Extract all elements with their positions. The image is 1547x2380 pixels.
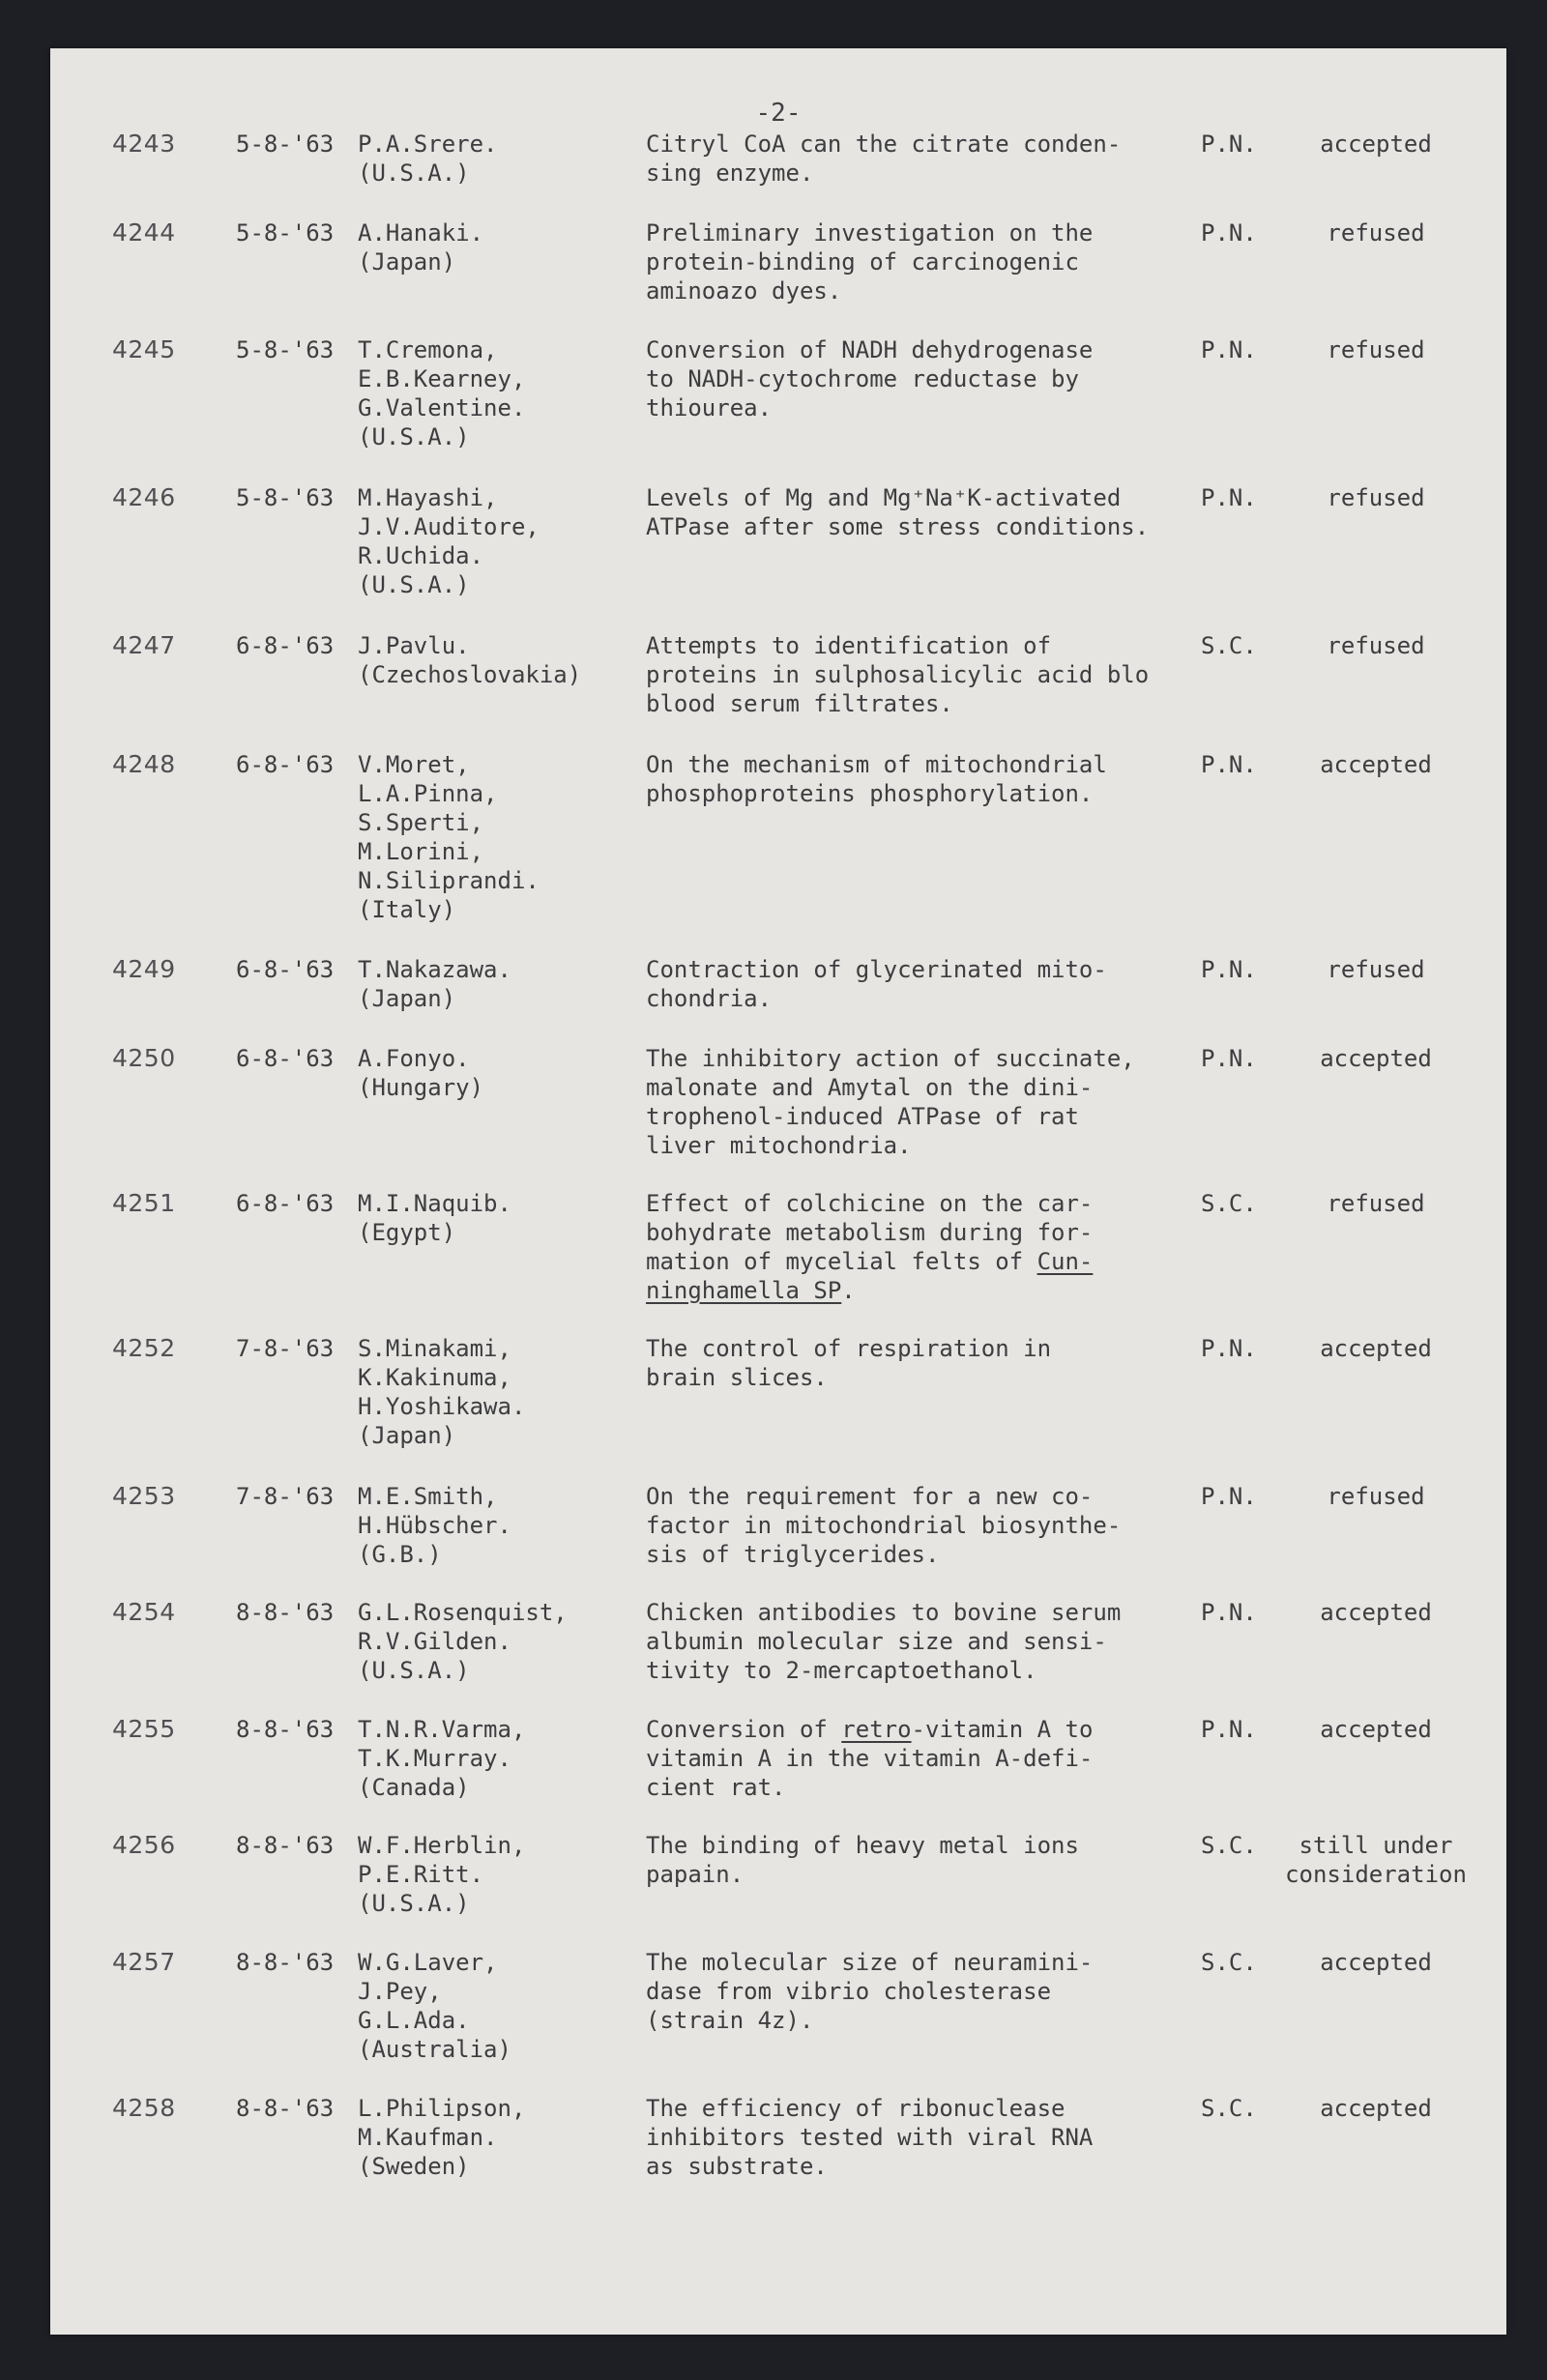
entry-authors	[358, 1715, 525, 1802]
entry-date: 8-8-'63	[236, 1832, 335, 1859]
entry-date: 5-8-'63	[236, 219, 335, 247]
entry-authors-line: W.G.Laver,	[358, 1949, 498, 1976]
entry-title	[646, 1334, 1226, 1392]
entry-authors-line: (Egypt)	[358, 1219, 456, 1246]
entry-authors-line: (U.S.A.)	[358, 571, 470, 598]
entry-title-line: phosphoproteins phosphorylation.	[646, 780, 1094, 807]
entry-date: 7-8-'63	[236, 1483, 335, 1510]
entry-status-line: accepted	[1320, 1335, 1432, 1362]
entry-authors-line: S.Minakami,	[358, 1335, 511, 1362]
entry-code: P.N.	[1201, 1483, 1257, 1510]
entry-code: S.C.	[1201, 1949, 1257, 1976]
entry-status	[1265, 1334, 1487, 1363]
entry-status-line: refused	[1327, 336, 1425, 363]
entry-date: 7-8-'63	[236, 1335, 335, 1362]
entry-title-line: thiourea.	[646, 394, 773, 421]
entry-authors-line: R.Uchida.	[358, 542, 484, 569]
entry-status-line: refused	[1327, 1190, 1425, 1217]
entry-status-line: accepted	[1320, 2095, 1432, 2122]
entry-title-line: The control of respiration in	[646, 1335, 1052, 1362]
entry-status-line: refused	[1327, 956, 1425, 983]
entry-title-line: Contraction of glycerinated mito-	[646, 956, 1107, 983]
entry-authors-line: J.Pavlu.	[358, 632, 470, 659]
entry-date: 5-8-'63	[236, 484, 335, 511]
entry-authors-line: (U.S.A.)	[358, 1890, 470, 1917]
entry-title-line: On the mechanism of mitochondrial	[646, 751, 1107, 778]
entry-number: 4249	[112, 955, 176, 983]
entry-status	[1265, 1044, 1487, 1073]
entry-title-line: Conversion of NADH dehydrogenase	[646, 336, 1094, 363]
entry-number: 4247	[112, 631, 176, 659]
entry-authors-line: M.Lorini,	[358, 838, 484, 865]
entry-status	[1265, 1482, 1487, 1511]
entry-number: 4250	[112, 1044, 176, 1072]
entry-code: S.C.	[1201, 1190, 1257, 1217]
entry-status-line: refused	[1327, 484, 1425, 511]
entry-authors	[358, 218, 483, 276]
entry-status	[1265, 631, 1487, 660]
entry-authors-line: T.N.R.Varma,	[358, 1716, 526, 1743]
entry-authors-line: R.V.Gilden.	[358, 1628, 511, 1655]
entry-title-line: The molecular size of neuramini-	[646, 1949, 1094, 1976]
entry-code: S.C.	[1201, 1832, 1257, 1859]
entry-authors-line: V.Moret,	[358, 751, 470, 778]
entry-authors-line: G.L.Rosenquist,	[358, 1599, 568, 1626]
entry-date: 8-8-'63	[236, 1599, 335, 1626]
entry-authors-line: T.Nakazawa.	[358, 956, 511, 983]
entry-authors	[358, 631, 581, 689]
entry-status-line: accepted	[1320, 1716, 1432, 1743]
entry-title	[646, 2094, 1226, 2181]
entry-title	[646, 335, 1226, 422]
entry-title	[646, 631, 1226, 718]
entry-title-line: mation of mycelial felts of Cun-	[646, 1248, 1094, 1275]
entry-code: P.N.	[1201, 336, 1257, 363]
entry-status	[1265, 1189, 1487, 1218]
entry-authors-line: A.Fonyo.	[358, 1045, 470, 1072]
entry-status	[1265, 483, 1487, 512]
entry-title-line: Preliminary investigation on the	[646, 219, 1094, 247]
entry-authors-line: P.E.Ritt.	[358, 1861, 484, 1888]
entry-title-line: Conversion of retro-vitamin A to	[646, 1716, 1094, 1743]
entry-code: P.N.	[1201, 219, 1257, 247]
document-page	[50, 48, 1506, 2335]
entry-title-line: Effect of colchicine on the car-	[646, 1190, 1094, 1217]
entry-number: 4256	[112, 1831, 176, 1859]
entry-title-line: (strain 4z).	[646, 2007, 814, 2034]
entry-title-line: albumin molecular size and sensi-	[646, 1628, 1107, 1655]
entry-title	[646, 1189, 1226, 1305]
entry-authors-line: T.K.Murray.	[358, 1745, 511, 1772]
entry-title-line: bohydrate metabolism during for-	[646, 1219, 1094, 1246]
entry-title	[646, 1831, 1226, 1889]
entry-title-line: blood serum filtrates.	[646, 690, 953, 717]
entry-authors-line: (Australia)	[358, 2036, 511, 2063]
entry-title	[646, 1598, 1226, 1685]
entry-status-line: still under	[1299, 1832, 1453, 1859]
entry-status	[1265, 335, 1487, 364]
entry-status	[1265, 1598, 1487, 1627]
entry-authors-line: J.Pey,	[358, 1978, 442, 2005]
entry-authors-line: (G.B.)	[358, 1541, 442, 1568]
entry-authors-line: G.L.Ada.	[358, 2007, 470, 2034]
entry-number: 4246	[112, 483, 176, 511]
entry-title-line: tivity to 2-mercaptoethanol.	[646, 1657, 1037, 1684]
entry-authors-line: T.Cremona,	[358, 336, 498, 363]
entry-status	[1265, 955, 1487, 984]
entry-code: P.N.	[1201, 1716, 1257, 1743]
entry-title-line: The inhibitory action of succinate,	[646, 1045, 1135, 1072]
entry-authors	[358, 1831, 525, 1918]
entry-title-line: brain slices.	[646, 1364, 828, 1391]
entry-authors-line: L.A.Pinna,	[358, 780, 498, 807]
entry-authors-line: (Japan)	[358, 985, 456, 1012]
entry-title-line: The binding of heavy metal ions	[646, 1832, 1079, 1859]
entry-title-line: proteins in sulphosalicylic acid blo	[646, 661, 1150, 688]
entry-title-line: malonate and Amytal on the dini-	[646, 1074, 1094, 1101]
entry-title	[646, 218, 1226, 305]
entry-title	[646, 1948, 1226, 2035]
entry-title-line: factor in mitochondrial biosynthe-	[646, 1512, 1122, 1539]
entry-authors-line: (U.S.A.)	[358, 423, 470, 450]
entry-number: 4252	[112, 1334, 176, 1362]
entry-number: 4248	[112, 750, 176, 778]
entry-date: 6-8-'63	[236, 1045, 335, 1072]
entry-number: 4257	[112, 1948, 176, 1976]
entry-status	[1265, 1948, 1487, 1977]
entry-status	[1265, 750, 1487, 779]
entry-authors-line: (Japan)	[358, 1422, 456, 1449]
entry-date: 6-8-'63	[236, 956, 335, 983]
entry-title	[646, 750, 1226, 808]
entry-title-line: liver mitochondria.	[646, 1132, 912, 1159]
entry-title-line: The efficiency of ribonuclease	[646, 2095, 1065, 2122]
entry-status	[1265, 2094, 1487, 2123]
entry-code: P.N.	[1201, 1335, 1257, 1362]
entry-authors-line: M.Hayashi,	[358, 484, 498, 511]
entry-authors-line: H.Hübscher.	[358, 1512, 511, 1539]
entry-authors	[358, 1044, 483, 1102]
entry-authors-line: A.Hanaki.	[358, 219, 484, 247]
entry-authors-line: H.Yoshikawa.	[358, 1393, 526, 1420]
entry-number: 4243	[112, 130, 176, 158]
entry-authors-line: (Czechoslovakia)	[358, 661, 582, 688]
entry-date: 6-8-'63	[236, 632, 335, 659]
entry-authors	[358, 1598, 568, 1685]
entry-number: 4244	[112, 218, 176, 247]
entry-authors	[358, 1334, 525, 1450]
entry-number: 4255	[112, 1715, 176, 1743]
entry-title	[646, 130, 1226, 188]
entry-status	[1265, 218, 1487, 247]
entry-status-line: refused	[1327, 219, 1425, 247]
entry-code: S.C.	[1201, 2095, 1257, 2122]
entry-code: P.N.	[1201, 1599, 1257, 1626]
entry-status	[1265, 1831, 1487, 1889]
entry-title-line: Levels of Mg and Mg⁺Na⁺K-activated	[646, 484, 1122, 511]
entry-authors-line: (U.S.A.)	[358, 160, 470, 187]
entry-status	[1265, 130, 1487, 159]
entry-authors-line: N.Siliprandi.	[358, 867, 540, 894]
entry-title-line: On the requirement for a new co-	[646, 1483, 1094, 1510]
entry-title-line: sis of triglycerides.	[646, 1541, 940, 1568]
entry-authors-line: (Italy)	[358, 896, 456, 923]
entry-code: S.C.	[1201, 632, 1257, 659]
page-number: -2-	[755, 99, 802, 128]
entry-title-line: inhibitors tested with viral RNA	[646, 2124, 1094, 2151]
entry-date: 5-8-'63	[236, 336, 335, 363]
entry-code: P.N.	[1201, 1045, 1257, 1072]
entry-number: 4254	[112, 1598, 176, 1626]
entry-title-line: protein-binding of carcinogenic	[646, 248, 1079, 276]
entry-title-line: trophenol-induced ATPase of rat	[646, 1103, 1079, 1130]
entry-authors	[358, 1189, 511, 1247]
entry-code: P.N.	[1201, 751, 1257, 778]
entry-title-line: ATPase after some stress conditions.	[646, 513, 1150, 540]
entry-date: 8-8-'63	[236, 2095, 335, 2122]
entry-authors	[358, 1948, 511, 2064]
entry-title-line: dase from vibrio cholesterase	[646, 1978, 1052, 2005]
entry-authors-line: M.Kaufman.	[358, 2124, 498, 2151]
entry-status-line: refused	[1327, 1483, 1425, 1510]
entry-authors-line: M.I.Naquib.	[358, 1190, 511, 1217]
entry-authors-line: (Canada)	[358, 1774, 470, 1801]
entry-code: P.N.	[1201, 956, 1257, 983]
entry-title-line: ninghamella SP.	[646, 1277, 856, 1304]
entry-date: 8-8-'63	[236, 1716, 335, 1743]
entry-date: 8-8-'63	[236, 1949, 335, 1976]
entry-title	[646, 483, 1226, 541]
entry-authors-line: P.A.Srere.	[358, 131, 498, 158]
entry-status-line: consideration	[1285, 1861, 1467, 1888]
entry-status-line: accepted	[1320, 1949, 1432, 1976]
entry-number: 4258	[112, 2094, 176, 2122]
entry-title-line: sing enzyme.	[646, 160, 814, 187]
entry-title-line: Attempts to identification of	[646, 632, 1052, 659]
entry-authors-line: M.E.Smith,	[358, 1483, 498, 1510]
entry-status-line: accepted	[1320, 751, 1432, 778]
entry-status-line: refused	[1327, 632, 1425, 659]
entry-status-line: accepted	[1320, 1045, 1432, 1072]
entry-title-line: papain.	[646, 1861, 744, 1888]
entry-authors	[358, 750, 540, 924]
entry-authors-line: W.F.Herblin,	[358, 1832, 526, 1859]
entry-date: 6-8-'63	[236, 751, 335, 778]
entry-title-line: as substrate.	[646, 2153, 828, 2180]
entry-authors-line: J.V.Auditore,	[358, 513, 540, 540]
entry-authors-line: G.Valentine.	[358, 394, 526, 421]
entry-code: P.N.	[1201, 131, 1257, 158]
entry-title-line: cient rat.	[646, 1774, 786, 1801]
entry-number: 4253	[112, 1482, 176, 1510]
entry-authors	[358, 130, 498, 188]
entry-title-line: to NADH-cytochrome reductase by	[646, 365, 1079, 392]
entry-authors-line: (U.S.A.)	[358, 1657, 470, 1684]
entry-number: 4251	[112, 1189, 176, 1217]
entry-status-line: accepted	[1320, 131, 1432, 158]
entry-authors	[358, 1482, 511, 1569]
entry-authors	[358, 483, 540, 599]
entry-title	[646, 1044, 1226, 1160]
entry-status-line: accepted	[1320, 1599, 1432, 1626]
entry-authors	[358, 335, 525, 451]
entry-date: 5-8-'63	[236, 131, 335, 158]
entry-authors-line: (Sweden)	[358, 2153, 470, 2180]
entry-date: 6-8-'63	[236, 1190, 335, 1217]
entry-code: P.N.	[1201, 484, 1257, 511]
entry-authors	[358, 955, 511, 1013]
entry-number: 4245	[112, 335, 176, 363]
entry-title	[646, 1482, 1226, 1569]
entry-authors-line: (Japan)	[358, 248, 456, 276]
entry-title	[646, 1715, 1226, 1802]
entry-authors-line: L.Philipson,	[358, 2095, 526, 2122]
entry-authors	[358, 2094, 525, 2181]
entry-title-line: chondria.	[646, 985, 773, 1012]
entry-authors-line: K.Kakinuma,	[358, 1364, 511, 1391]
entry-title-line: Chicken antibodies to bovine serum	[646, 1599, 1122, 1626]
entry-title-line: aminoazo dyes.	[646, 277, 842, 305]
entry-authors-line: S.Sperti,	[358, 809, 484, 836]
entry-authors-line: E.B.Kearney,	[358, 365, 526, 392]
entry-authors-line: (Hungary)	[358, 1074, 484, 1101]
entry-title-line: Citryl CoA can the citrate conden-	[646, 131, 1122, 158]
entry-title	[646, 955, 1226, 1013]
entry-title-line: vitamin A in the vitamin A-defi-	[646, 1745, 1094, 1772]
entry-status	[1265, 1715, 1487, 1744]
